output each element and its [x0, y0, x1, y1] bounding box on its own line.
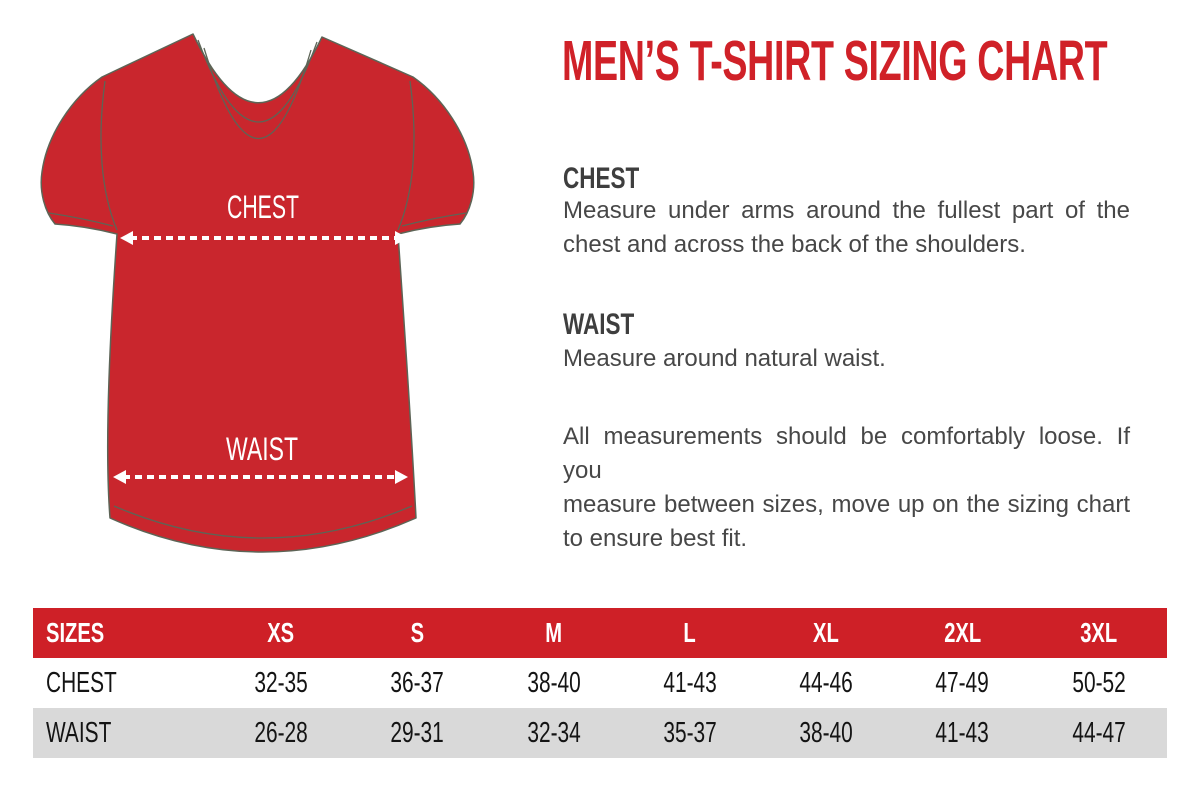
waist-section-heading: WAIST: [563, 308, 635, 341]
waist-instruction-text: [563, 342, 1130, 376]
header-cell-l: L: [683, 617, 697, 648]
text-line: to ensure best fit.: [563, 525, 748, 552]
header-cell-2xl: 2XL: [944, 617, 982, 648]
tshirt-body: [41, 34, 474, 552]
waist-value-s: 29-31: [390, 717, 445, 749]
text-line: Measure around natural waist.: [563, 345, 886, 372]
table-row-waist: [33, 708, 1167, 758]
waist-value-xl: 38-40: [799, 717, 853, 749]
waist-value-l: 35-37: [663, 717, 717, 749]
page-title: MEN’S T-SHIRT SIZING CHART: [562, 29, 1108, 93]
chest-value-s: 36-37: [390, 667, 445, 699]
header-cell-xs: XS: [267, 617, 295, 648]
chest-section-heading: CHEST: [563, 162, 640, 195]
chest-value-xl: 44-46: [799, 667, 853, 699]
waist-value-3xl: 44-47: [1072, 717, 1126, 749]
chest-value-l: 41-43: [663, 667, 717, 699]
header-cell-s: S: [410, 617, 425, 648]
chest-value-2xl: 47-49: [935, 667, 990, 699]
text-line: chest and across the back of the shoulders.: [563, 231, 1026, 258]
text-line: All measurements should be comfortably loose. If you: [563, 423, 1130, 484]
waist-value-xs: 26-28: [254, 717, 308, 749]
waist-value-m: 32-34: [526, 717, 581, 749]
tshirt-waist-label: WAIST: [226, 431, 298, 467]
waist-value-2xl: 41-43: [935, 717, 990, 749]
chest-value-xs: 32-35: [254, 667, 308, 699]
header-cell-sizes: SIZES: [46, 617, 105, 648]
chest-value-3xl: 50-52: [1072, 667, 1126, 699]
header-cell-xl: XL: [813, 617, 840, 648]
size-table-header-row: [33, 608, 1167, 658]
table-row-chest: [33, 658, 1167, 708]
tshirt-chest-label: CHEST: [227, 189, 299, 225]
text-line: Measure under arms around the fullest part of the: [563, 197, 1130, 224]
header-cell-m: M: [545, 617, 563, 648]
row-label-chest: CHEST: [46, 667, 117, 699]
header-cell-3xl: 3XL: [1080, 617, 1118, 648]
tshirt-illustration: [28, 20, 488, 565]
chest-value-m: 38-40: [526, 667, 581, 699]
fit-note-text: [563, 420, 1130, 556]
chest-instruction-text: [563, 194, 1130, 262]
size-table: [33, 608, 1167, 758]
text-line: measure between sizes, move up on the sizing chart: [563, 491, 1130, 518]
row-label-waist: WAIST: [46, 717, 112, 749]
